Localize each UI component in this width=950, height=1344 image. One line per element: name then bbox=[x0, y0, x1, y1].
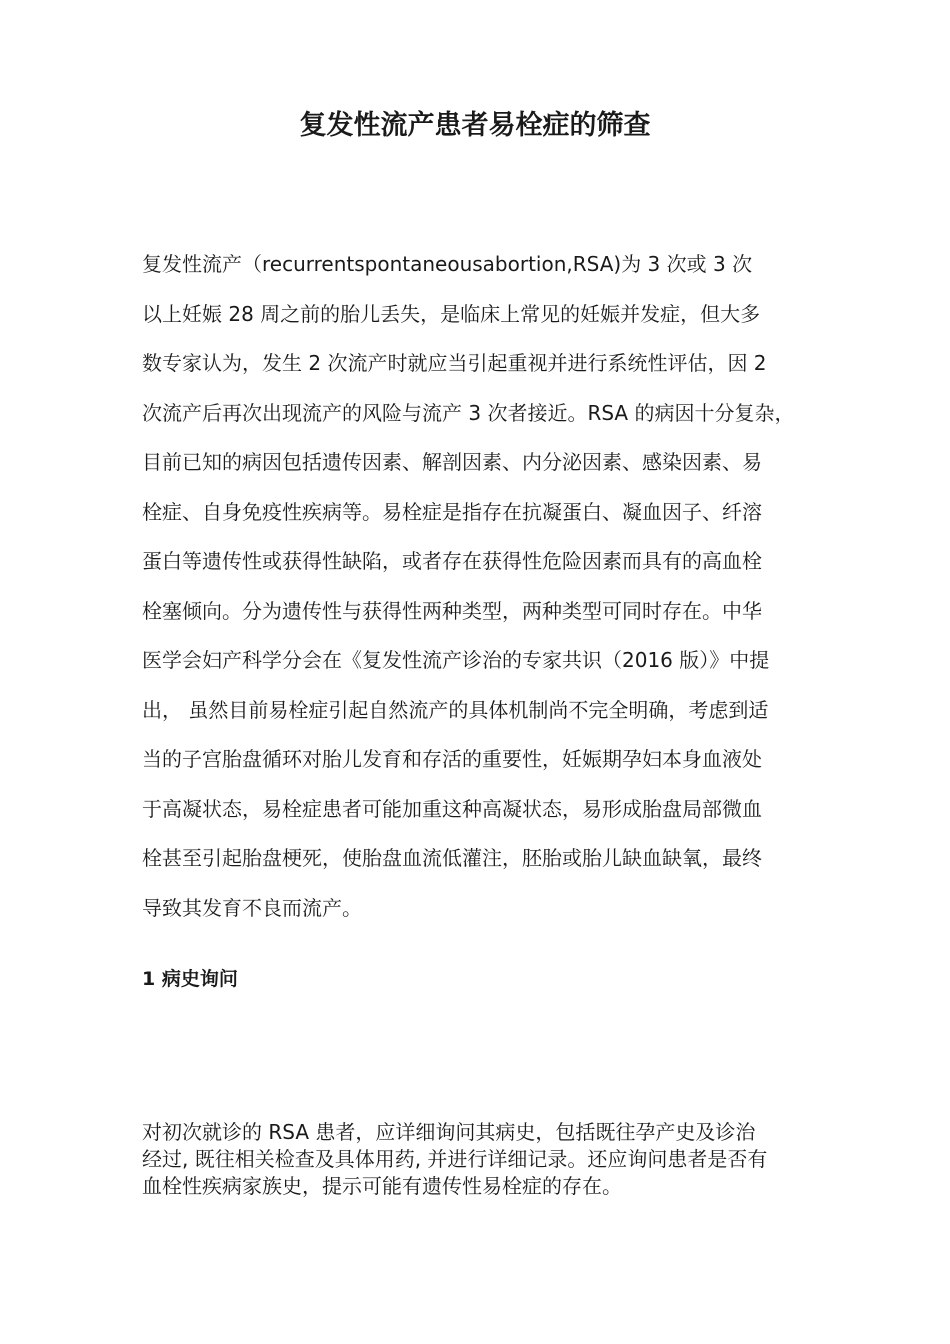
history-paragraph bbox=[142, 1119, 818, 1200]
intro-paragraph bbox=[142, 240, 818, 933]
intro-line: 导致其发育不良而流产。 bbox=[142, 895, 362, 920]
intro-line: 复发性流产（recurrentspontaneousabortion,RSA)为 3 次或 3 次 bbox=[142, 252, 753, 276]
history-line: 血栓性疾病家族史，提示可能有遗传性易栓症的存在。 bbox=[142, 1174, 622, 1198]
intro-line: 以上妊娠 28 周之前的胎儿丢失，是临床上常见的妊娠并发症，但大多 bbox=[142, 301, 761, 326]
intro-line: 当的子宫胎盘循环对胎儿发育和存活的重要性，妊娠期孕妇本身血液处 bbox=[142, 747, 762, 771]
intro-line: 蛋白等遗传性或获得性缺陷，或者存在获得性危险因素而具有的高血栓 bbox=[142, 549, 762, 573]
intro-line: 栓塞倾向。分为遗传性与获得性两种类型，两种类型可同时存在。中华 bbox=[142, 598, 762, 623]
intro-line: 数专家认为，发生 2 次流产时就应当引起重视并进行系统性评估，因 2 bbox=[142, 351, 767, 375]
intro-line: 出， 虽然目前易栓症引起自然流产的具体机制尚不完全明确，考虑到适 bbox=[142, 697, 769, 722]
document-title: 复发性流产患者易栓症的筛查 bbox=[299, 110, 651, 141]
history-line: 对初次就诊的 RSA 患者，应详细询问其病史，包括既往孕产史及诊治 bbox=[142, 1120, 756, 1144]
intro-line: 于高凝状态，易栓症患者可能加重这种高凝状态，易形成胎盘局部微血 bbox=[142, 796, 762, 821]
intro-line: 栓甚至引起胎盘梗死，使胎盘血流低灌注，胚胎或胎儿缺血缺氧，最终 bbox=[142, 846, 762, 870]
intro-line: 目前已知的病因包括遗传因素、解剖因素、内分泌因素、感染因素、易 bbox=[142, 450, 762, 474]
section-heading-history: 1 病史询问 bbox=[142, 968, 238, 990]
intro-line: 栓症、自身免疫性疾病等。易栓症是指存在抗凝蛋白、凝血因子、纤溶 bbox=[142, 499, 762, 524]
intro-line: 次流产后再次出现流产的风险与流产 3 次者接近。RSA 的病因十分复杂， bbox=[142, 400, 795, 425]
history-line: 经过, 既往相关检查及具体用药, 并进行详细记录。还应询问患者是否有 bbox=[142, 1147, 768, 1171]
intro-line: 医学会妇产科学分会在《复发性流产诊治的专家共识（2016 版）》中提 bbox=[142, 648, 770, 672]
